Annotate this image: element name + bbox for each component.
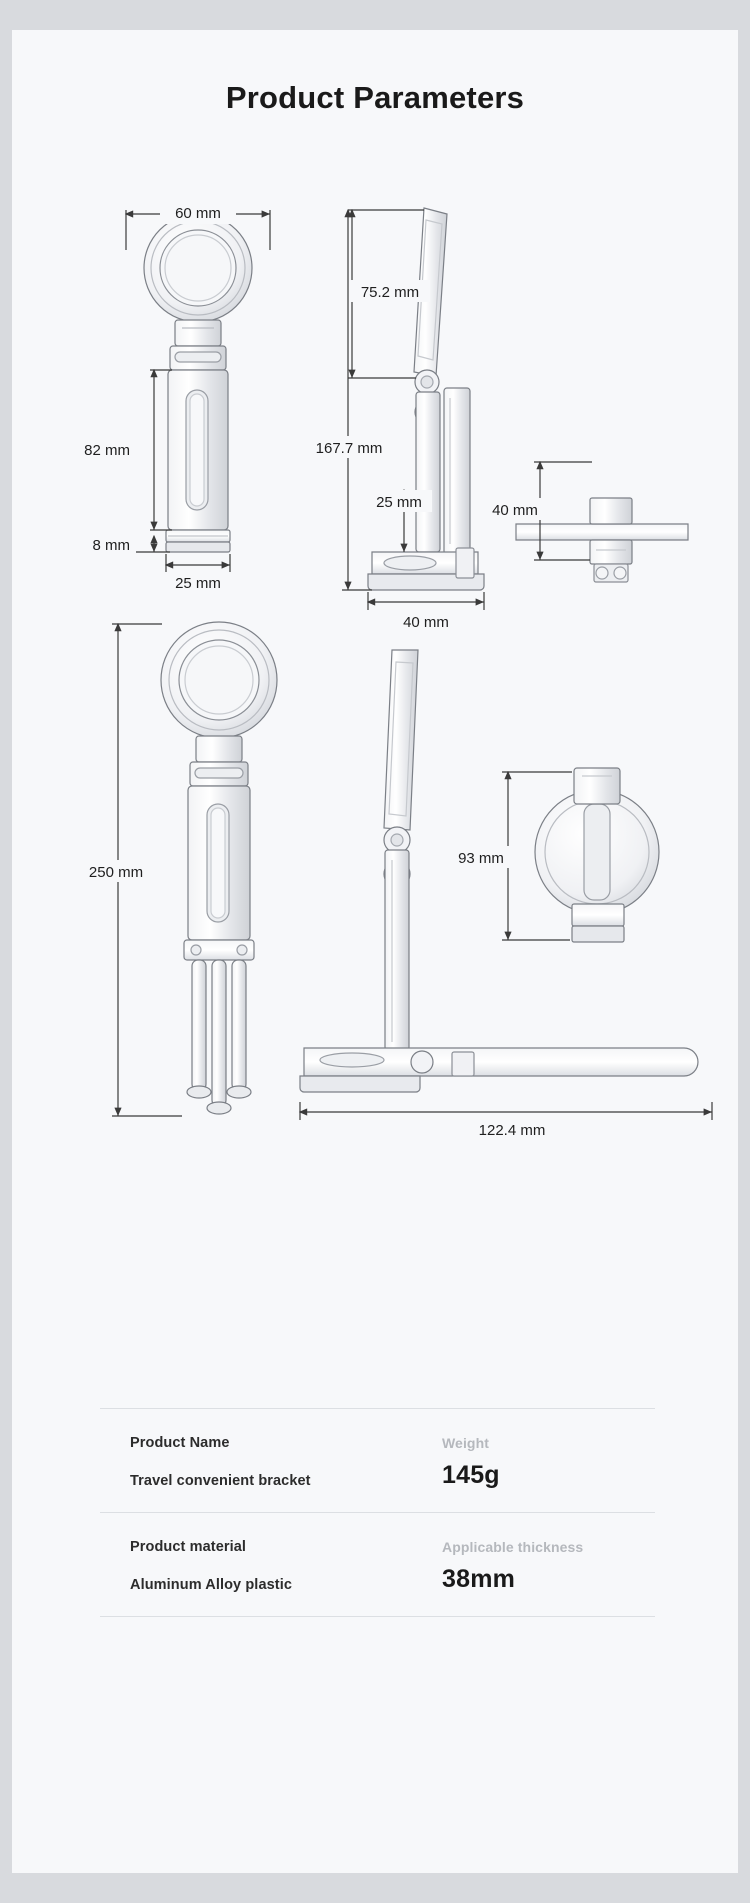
spec-table (100, 1408, 655, 1617)
dim-label-40mm-side: 40 mm (403, 614, 449, 631)
dim-label-167-7mm: 167.7 mm (315, 440, 383, 457)
view-side-folded (342, 208, 484, 610)
spec-key-product-name: Product Name (130, 1435, 230, 1451)
dim-label-8mm: 8 mm (92, 537, 130, 554)
spec-value-applicable-thickness: 38mm (442, 1565, 516, 1593)
dim-label-250mm: 250 mm (88, 864, 144, 881)
spec-divider-bottom (100, 1616, 655, 1617)
dim-label-82mm: 82 mm (84, 442, 130, 459)
spec-row-1 (100, 1409, 655, 1512)
view-top-extended (502, 768, 659, 942)
spec-key-weight: Weight (442, 1435, 490, 1451)
view-side-extended (300, 650, 712, 1120)
dim-label-60mm: 60 mm (175, 205, 221, 222)
spec-value-product-name: Travel convenient bracket (130, 1473, 311, 1489)
view-top-folded (516, 462, 688, 582)
technical-drawing-canvas (12, 180, 738, 1380)
dim-label-93mm: 93 mm (458, 850, 504, 867)
dim-label-25mm-front: 25 mm (175, 575, 221, 592)
dim-label-25mm-side: 25 mm (376, 494, 422, 511)
spec-key-applicable-thickness: Applicable thickness (442, 1539, 584, 1555)
spec-value-weight: 145g (442, 1461, 500, 1489)
page-title: Product Parameters (225, 80, 525, 115)
view-front-folded (126, 210, 270, 572)
spec-value-product-material: Aluminum Alloy plastic (130, 1577, 292, 1593)
dim-label-40mm-top: 40 mm (492, 502, 538, 519)
dim-label-75-2mm: 75.2 mm (360, 284, 420, 301)
dim-label-122-4mm: 122.4 mm (478, 1122, 546, 1139)
product-parameters-page (12, 30, 738, 1873)
spec-row-2 (100, 1513, 655, 1616)
spec-key-product-material: Product material (130, 1539, 247, 1555)
